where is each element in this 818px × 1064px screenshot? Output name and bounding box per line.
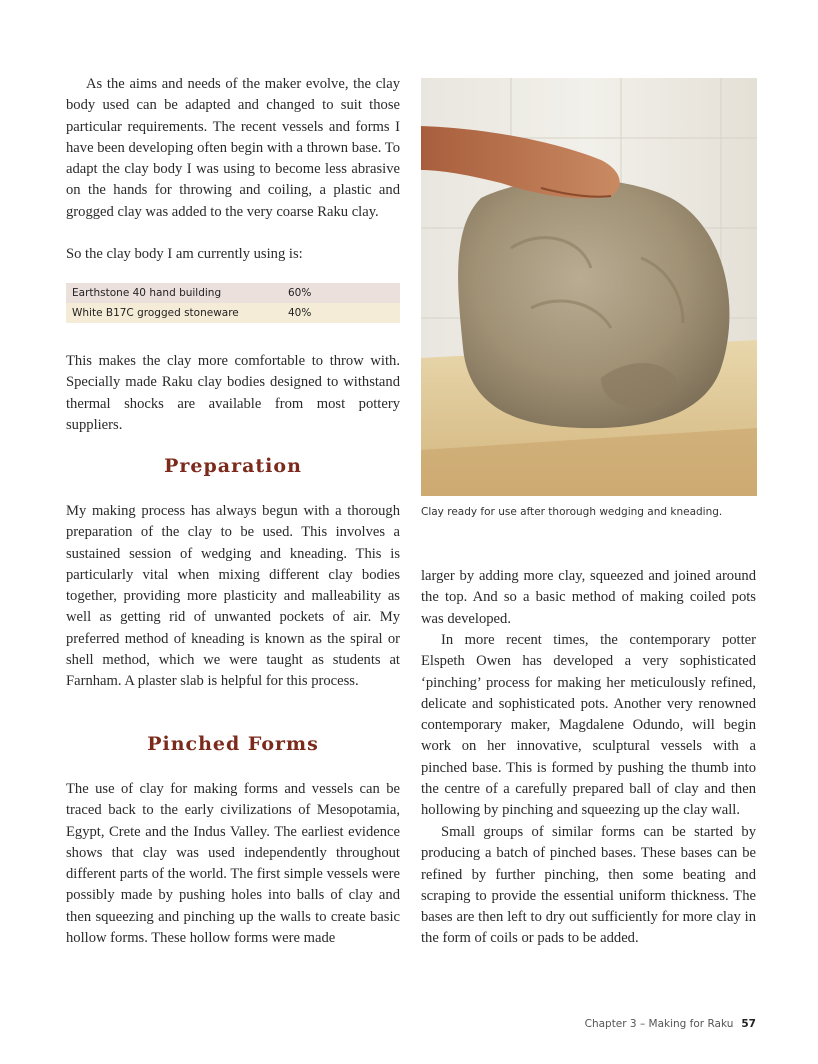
page-number: 57 xyxy=(741,1018,756,1030)
preparation-paragraph xyxy=(66,501,400,693)
pinched-forms-paragraph xyxy=(66,779,400,949)
clay-percent: 60% xyxy=(288,287,312,299)
table-row xyxy=(66,283,400,303)
intro-text-1: As the aims and needs of the maker evolve, the clay body used can be adapted and changed to suit those particular requirements. The recent vessels and forms I have been developing often begin with a thrown base. To adapt the clay body I was using to become less abrasive on the hands for throwing and coiling, a plastic and grogged clay was added to the very coarse Raku clay. xyxy=(66,76,400,220)
clay-name: White B17C grogged stoneware xyxy=(72,307,239,319)
pinched-forms-heading: Pinched Forms xyxy=(147,733,319,755)
intro-text-2: So the clay body I am currently using is: xyxy=(66,246,303,262)
right-text-3: Small groups of similar forms can be started by producing a batch of pinched bases. These bases can be refined by further pinching, then some beating and scraping to provide the essential uniform thickness. The bases are then left to dry out sufficiently for more clay in the form of coils or pads to be added. xyxy=(421,824,756,947)
table-row xyxy=(66,303,400,323)
right-text-2: In more recent times, the contemporary potter Elspeth Owen has developed a very sophisticated ‘pinching’ process for making her meticulously refined, delicate and sophisticated pots. Another very renowned contemporary maker, Magdalene Odundo, will begin work on her innovative, sculptural vessels with a pinched base. This is formed by pushing the thumb into the centre of a carefully prepared ball of clay and then hollowing by pinching and squeezing up the clay wall. xyxy=(421,632,756,819)
after-table-paragraph xyxy=(66,351,400,436)
intro-paragraph-1 xyxy=(66,74,400,223)
after-table-text: This makes the clay more comfortable to throw with. Specially made Raku clay bodies designed to withstand thermal shocks are available from most pottery suppliers. xyxy=(66,353,400,433)
clay-body-table xyxy=(66,283,400,323)
clay-photo xyxy=(421,78,757,496)
clay-percent: 40% xyxy=(288,307,312,319)
clay-illustration xyxy=(421,78,757,496)
right-text-1: larger by adding more clay, squeezed and joined around the top. And so a basic method of making coiled pots was developed. xyxy=(421,568,756,627)
intro-paragraph-2 xyxy=(66,244,400,265)
right-paragraph-3 xyxy=(421,822,756,950)
pinched-forms-text: The use of clay for making forms and vessels can be traced back to the early civilizations of Mesopotamia, Egypt, Crete and the Indus Valley. The earliest evidence shows that clay was used independently throughout different parts of the world. The first simple vessels were possibly made by pushing holes into balls of clay and then squeezing and pinching up the walls to create basic hollow forms. These hollow forms were made xyxy=(66,781,400,947)
preparation-heading: Preparation xyxy=(164,455,302,477)
preparation-text: My making process has always begun with a thorough preparation of the clay to be used. This involves a sustained session of wedging and kneading. This is particularly vital when mixing different clay bodies together, providing more plasticity and malleability as well as getting rid of unwanted pockets of air. My preferred method of kneading is known as the spiral or shell method, which we were taught as students at Farnham. A plaster slab is helpful for this process. xyxy=(66,503,400,690)
right-paragraph-1 xyxy=(421,566,756,630)
chapter-title: Chapter 3 – Making for Raku xyxy=(584,1018,734,1030)
clay-name: Earthstone 40 hand building xyxy=(72,287,222,299)
photo-caption: Clay ready for use after thorough wedging and kneading. xyxy=(421,506,723,518)
page-footer xyxy=(585,1018,756,1030)
right-paragraph-2 xyxy=(421,630,756,822)
